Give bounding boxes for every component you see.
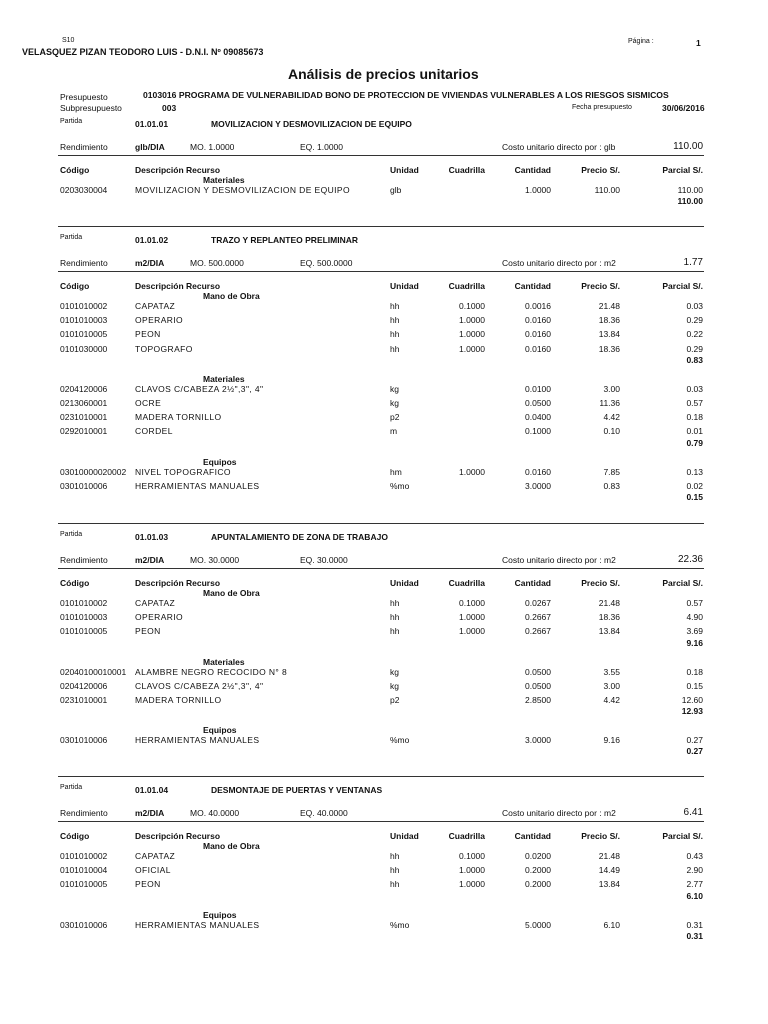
group-subtotal: 9.16 xyxy=(686,637,703,648)
row-descripcion: OCRE xyxy=(135,398,162,408)
col-descripcion: Descripción Recurso xyxy=(135,578,221,588)
header-rule xyxy=(58,568,704,569)
group-heading: Equipos xyxy=(203,456,237,467)
row-precio: 21.48 xyxy=(598,598,620,608)
subpresupuesto-value: 003 xyxy=(162,103,177,113)
row-cantidad: 0.1000 xyxy=(525,426,551,437)
row-codigo: 0101010004 xyxy=(60,865,108,876)
row-precio: 13.84 xyxy=(598,879,620,890)
row-descripcion: MADERA TORNILLO xyxy=(135,412,222,423)
row-unidad: m xyxy=(390,426,398,437)
group-subtotal: 0.15 xyxy=(686,492,703,502)
partida-name: APUNTALAMIENTO DE ZONA DE TRABAJO xyxy=(211,532,388,542)
row-precio: 18.36 xyxy=(598,343,620,354)
row-precio: 13.84 xyxy=(598,626,620,637)
row-cuadrilla: 1.0000 xyxy=(459,626,485,637)
row-codigo: 0101010005 xyxy=(60,879,108,890)
row-unidad: hh xyxy=(390,315,400,326)
col-descripcion: Descripción Recurso xyxy=(135,831,221,841)
presupuesto-label: Presupuesto xyxy=(60,92,108,102)
rendimiento-unit: m2/DIA xyxy=(135,555,165,565)
row-unidad: kg xyxy=(390,666,399,677)
col-precio: Precio S/. xyxy=(581,831,620,841)
row-descripcion: OPERARIO xyxy=(135,315,184,326)
row-parcial: 0.43 xyxy=(686,851,703,861)
eq-value: EQ. 30.0000 xyxy=(300,555,348,565)
row-cantidad: 0.0160 xyxy=(525,466,551,477)
row-unidad: p2 xyxy=(390,695,400,705)
row-parcial: 2.77 xyxy=(686,879,703,890)
row-cantidad: 0.0016 xyxy=(525,301,551,311)
row-descripcion: CLAVOS C/CABEZA 2½",3", 4" xyxy=(135,383,264,394)
col-codigo: Código xyxy=(60,281,90,291)
row-parcial: 3.69 xyxy=(686,626,703,637)
page-label: Página : xyxy=(628,38,654,45)
row-codigo: 0101010002 xyxy=(60,301,108,311)
row-cantidad: 0.0400 xyxy=(525,412,551,423)
row-descripcion: PEON xyxy=(135,626,161,637)
row-unidad: p2 xyxy=(390,412,400,423)
col-cuadrilla: Cuadrilla xyxy=(448,831,485,841)
rendimiento-unit: glb/DIA xyxy=(135,142,165,152)
row-cuadrilla: 1.0000 xyxy=(459,865,485,876)
row-descripcion: HERRAMIENTAS MANUALES xyxy=(135,480,260,491)
partida-separator xyxy=(58,523,704,524)
partida-label: Partida xyxy=(60,234,83,241)
row-codigo: 0101010003 xyxy=(60,612,108,623)
row-precio: 6.10 xyxy=(603,919,620,930)
header-rule xyxy=(58,155,704,156)
row-parcial: 0.22 xyxy=(686,329,703,340)
costo-label: Costo unitario directo por : m2 xyxy=(502,808,616,818)
costo-label: Costo unitario directo por : m2 xyxy=(502,258,616,268)
row-cantidad: 1.0000 xyxy=(525,185,551,195)
row-parcial: 12.60 xyxy=(681,695,703,705)
row-codigo: 0101010002 xyxy=(60,598,108,608)
row-codigo: 0231010001 xyxy=(60,412,108,423)
rendimiento-label: Rendimiento xyxy=(60,258,108,268)
col-codigo: Código xyxy=(60,578,90,588)
row-precio: 21.48 xyxy=(598,301,620,311)
rendimiento-unit: m2/DIA xyxy=(135,808,165,818)
row-precio: 3.55 xyxy=(603,666,620,677)
group-heading: Materiales xyxy=(203,373,245,384)
col-unidad: Unidad xyxy=(390,578,419,588)
row-cantidad: 0.2667 xyxy=(525,626,551,637)
row-parcial: 0.01 xyxy=(686,426,703,437)
rendimiento-label: Rendimiento xyxy=(60,808,108,818)
rendimiento-label: Rendimiento xyxy=(60,555,108,565)
col-cuadrilla: Cuadrilla xyxy=(448,578,485,588)
row-parcial: 110.00 xyxy=(677,185,703,195)
row-cuadrilla: 1.0000 xyxy=(459,466,485,477)
col-cantidad: Cantidad xyxy=(514,165,551,175)
row-unidad: kg xyxy=(390,383,399,394)
row-cantidad: 0.2667 xyxy=(525,612,551,623)
row-descripcion: CLAVOS C/CABEZA 2½",3", 4" xyxy=(135,680,264,691)
col-unidad: Unidad xyxy=(390,281,419,291)
row-codigo: 0101010002 xyxy=(60,851,108,861)
row-precio: 3.00 xyxy=(603,383,620,394)
partida-separator xyxy=(58,226,704,227)
group-heading: Mano de Obra xyxy=(203,291,260,301)
row-unidad: hh xyxy=(390,865,400,876)
row-parcial: 0.02 xyxy=(686,480,703,491)
group-subtotal: 0.79 xyxy=(686,437,703,448)
row-descripcion: PEON xyxy=(135,879,161,890)
fecha-label: Fecha presupuesto xyxy=(572,104,632,111)
row-descripcion: MOVILIZACION Y DESMOVILIZACION DE EQUIPO xyxy=(135,185,351,195)
col-descripcion: Descripción Recurso xyxy=(135,281,221,291)
page-number: 1 xyxy=(696,38,701,48)
row-parcial: 0.27 xyxy=(686,735,703,746)
row-parcial: 2.90 xyxy=(686,865,703,876)
row-parcial: 0.29 xyxy=(686,343,703,354)
group-subtotal: 12.93 xyxy=(681,706,703,717)
row-cantidad: 0.0500 xyxy=(525,398,551,408)
row-precio: 21.48 xyxy=(598,851,620,861)
row-cuadrilla: 1.0000 xyxy=(459,343,485,354)
mo-value: MO. 500.0000 xyxy=(190,258,244,268)
col-precio: Precio S/. xyxy=(581,578,620,588)
row-unidad: kg xyxy=(390,398,399,408)
partida-code: 01.01.04 xyxy=(135,785,169,795)
eq-value: EQ. 500.0000 xyxy=(300,258,353,268)
row-descripcion: OFICIAL xyxy=(135,865,171,876)
row-unidad: hh xyxy=(390,612,400,623)
row-cantidad: 3.0000 xyxy=(525,480,551,491)
col-unidad: Unidad xyxy=(390,831,419,841)
row-cantidad: 0.0100 xyxy=(525,383,551,394)
row-descripcion: OPERARIO xyxy=(135,612,184,623)
row-parcial: 0.18 xyxy=(686,412,703,423)
row-codigo: 02040100010001 xyxy=(60,666,127,677)
row-unidad: hh xyxy=(390,343,400,354)
col-codigo: Código xyxy=(60,831,90,841)
row-precio: 7.85 xyxy=(603,466,620,477)
partida-label: Partida xyxy=(60,531,83,538)
col-parcial: Parcial S/. xyxy=(662,165,703,175)
mo-value: MO. 30.0000 xyxy=(190,555,240,565)
row-precio: 110.00 xyxy=(594,185,620,195)
group-subtotal: 0.27 xyxy=(686,746,703,757)
col-cantidad: Cantidad xyxy=(514,281,551,291)
row-precio: 0.83 xyxy=(603,480,620,491)
row-descripcion: CAPATAZ xyxy=(135,301,176,311)
row-precio: 4.42 xyxy=(603,412,620,423)
col-parcial: Parcial S/. xyxy=(662,281,703,291)
eq-value: EQ. 40.0000 xyxy=(300,808,348,818)
row-precio: 3.00 xyxy=(603,680,620,691)
row-precio: 11.36 xyxy=(599,398,620,408)
row-cantidad: 0.0160 xyxy=(525,315,551,326)
row-cantidad: 0.0200 xyxy=(525,851,551,861)
row-parcial: 0.57 xyxy=(686,598,703,608)
row-unidad: hm xyxy=(390,466,402,477)
row-cantidad: 3.0000 xyxy=(525,735,551,746)
row-parcial: 0.18 xyxy=(686,666,703,677)
costo-label: Costo unitario directo por : m2 xyxy=(502,555,616,565)
row-unidad: hh xyxy=(390,879,400,890)
row-descripcion: CAPATAZ xyxy=(135,598,176,608)
group-subtotal: 6.10 xyxy=(686,890,703,901)
fecha-value: 30/06/2016 xyxy=(662,103,705,113)
row-codigo: 0101030000 xyxy=(60,343,108,354)
row-codigo: 0231010001 xyxy=(60,695,108,705)
mo-value: MO. 1.0000 xyxy=(190,142,235,152)
row-cantidad: 0.0500 xyxy=(525,666,551,677)
row-unidad: hh xyxy=(390,301,400,311)
costo-total: 6.41 xyxy=(683,807,703,818)
page-title: Análisis de precios unitarios xyxy=(288,66,479,82)
row-codigo: 0203030004 xyxy=(60,185,108,195)
row-cuadrilla: 1.0000 xyxy=(459,315,485,326)
system-label: S10 xyxy=(62,37,75,44)
row-cuadrilla: 0.1000 xyxy=(459,598,485,608)
row-unidad: hh xyxy=(390,598,400,608)
row-parcial: 0.03 xyxy=(686,301,703,311)
row-cuadrilla: 1.0000 xyxy=(459,329,485,340)
partida-name: TRAZO Y REPLANTEO PRELIMINAR xyxy=(211,235,359,245)
header-rule xyxy=(58,821,704,822)
costo-total: 110.00 xyxy=(673,141,703,152)
group-heading: Equipos xyxy=(203,909,237,920)
partida-code: 01.01.02 xyxy=(135,235,169,245)
row-parcial: 0.15 xyxy=(686,680,703,691)
partida-code: 01.01.01 xyxy=(135,119,169,129)
costo-total: 1.77 xyxy=(683,257,703,268)
group-heading: Mano de Obra xyxy=(203,841,260,851)
row-precio: 9.16 xyxy=(603,735,620,746)
col-precio: Precio S/. xyxy=(581,165,620,175)
row-cantidad: 0.0267 xyxy=(525,598,551,608)
row-codigo: 03010000020002 xyxy=(60,466,127,477)
row-descripcion: CORDEL xyxy=(135,426,173,437)
row-cantidad: 2.8500 xyxy=(525,695,551,705)
header-rule xyxy=(58,271,704,272)
col-parcial: Parcial S/. xyxy=(662,831,703,841)
rendimiento-label: Rendimiento xyxy=(60,142,108,152)
row-descripcion: ALAMBRE NEGRO RECOCIDO N° 8 xyxy=(135,666,288,677)
row-cuadrilla: 0.1000 xyxy=(459,851,485,861)
row-precio: 14.49 xyxy=(598,865,620,876)
row-unidad: hh xyxy=(390,329,400,340)
row-unidad: %mo xyxy=(390,919,410,930)
row-cuadrilla: 1.0000 xyxy=(459,879,485,890)
row-codigo: 0213060001 xyxy=(60,398,108,408)
col-cantidad: Cantidad xyxy=(514,831,551,841)
col-cantidad: Cantidad xyxy=(514,578,551,588)
row-descripcion: CAPATAZ xyxy=(135,851,176,861)
row-codigo: 0301010006 xyxy=(60,480,108,491)
row-parcial: 4.90 xyxy=(686,612,703,623)
row-descripcion: HERRAMIENTAS MANUALES xyxy=(135,735,260,746)
row-parcial: 0.29 xyxy=(686,315,703,326)
row-unidad: %mo xyxy=(390,735,410,746)
partida-name: MOVILIZACION Y DESMOVILIZACION DE EQUIPO xyxy=(211,119,412,129)
group-heading: Materiales xyxy=(203,175,245,185)
row-cantidad: 0.0160 xyxy=(525,343,551,354)
row-descripcion: PEON xyxy=(135,329,161,340)
row-parcial: 0.13 xyxy=(686,466,703,477)
row-parcial: 0.57 xyxy=(686,398,703,408)
row-cantidad: 0.2000 xyxy=(525,865,551,876)
subpresupuesto-label: Subpresupuesto xyxy=(60,103,122,113)
row-descripcion: TOPOGRAFO xyxy=(135,343,193,354)
row-precio: 4.42 xyxy=(603,695,620,705)
row-descripcion: HERRAMIENTAS MANUALES xyxy=(135,919,260,930)
group-subtotal: 0.83 xyxy=(686,354,703,365)
row-precio: 18.36 xyxy=(598,315,620,326)
row-precio: 18.36 xyxy=(598,612,620,623)
partida-separator xyxy=(58,776,704,777)
row-cantidad: 5.0000 xyxy=(525,919,551,930)
partida-label: Partida xyxy=(60,118,83,125)
group-heading: Equipos xyxy=(203,725,237,736)
group-heading: Mano de Obra xyxy=(203,588,260,598)
col-descripcion: Descripción Recurso xyxy=(135,165,221,175)
row-unidad: glb xyxy=(390,185,402,195)
row-cantidad: 0.2000 xyxy=(525,879,551,890)
row-unidad: hh xyxy=(390,851,400,861)
row-precio: 0.10 xyxy=(603,426,620,437)
group-heading: Materiales xyxy=(203,656,245,667)
row-codigo: 0101010003 xyxy=(60,315,108,326)
rendimiento-unit: m2/DIA xyxy=(135,258,165,268)
row-codigo: 0101010005 xyxy=(60,329,108,340)
mo-value: MO. 40.0000 xyxy=(190,808,240,818)
presupuesto-value: 0103016 PROGRAMA DE VULNERABILIDAD BONO DE PROTECCION DE VIVIENDAS VULNERABLES A LOS RIESGOS SISMICOS xyxy=(143,90,669,100)
row-unidad: %mo xyxy=(390,480,410,491)
row-cuadrilla: 0.1000 xyxy=(459,301,485,311)
row-codigo: 0204120006 xyxy=(60,383,108,394)
row-codigo: 0292010001 xyxy=(60,426,108,437)
col-cuadrilla: Cuadrilla xyxy=(448,281,485,291)
col-parcial: Parcial S/. xyxy=(662,578,703,588)
row-cantidad: 0.0160 xyxy=(525,329,551,340)
row-codigo: 0101010005 xyxy=(60,626,108,637)
eq-value: EQ. 1.0000 xyxy=(300,142,344,152)
partida-code: 01.01.03 xyxy=(135,532,169,542)
row-codigo: 0204120006 xyxy=(60,680,108,691)
col-precio: Precio S/. xyxy=(581,281,620,291)
costo-total: 22.36 xyxy=(677,554,703,565)
col-unidad: Unidad xyxy=(390,165,419,175)
row-descripcion: MADERA TORNILLO xyxy=(135,695,222,705)
group-subtotal: 0.31 xyxy=(686,930,703,941)
row-codigo: 0301010006 xyxy=(60,919,108,930)
costo-label: Costo unitario directo por : glb xyxy=(502,142,616,152)
group-subtotal: 110.00 xyxy=(677,196,703,207)
row-parcial: 0.03 xyxy=(686,383,703,394)
col-cuadrilla: Cuadrilla xyxy=(448,165,485,175)
row-parcial: 0.31 xyxy=(686,919,703,930)
owner-name: VELASQUEZ PIZAN TEODORO LUIS - D.N.I. Nº 09085673 xyxy=(22,47,264,57)
row-cuadrilla: 1.0000 xyxy=(459,612,485,623)
partida-label: Partida xyxy=(60,784,83,791)
row-precio: 13.84 xyxy=(598,329,620,340)
row-unidad: kg xyxy=(390,680,399,691)
row-descripcion: NIVEL TOPOGRAFICO xyxy=(135,466,231,477)
col-codigo: Código xyxy=(60,165,90,175)
partida-name: DESMONTAJE DE PUERTAS Y VENTANAS xyxy=(211,785,383,795)
row-unidad: hh xyxy=(390,626,400,637)
row-cantidad: 0.0500 xyxy=(525,680,551,691)
row-codigo: 0301010006 xyxy=(60,735,108,746)
